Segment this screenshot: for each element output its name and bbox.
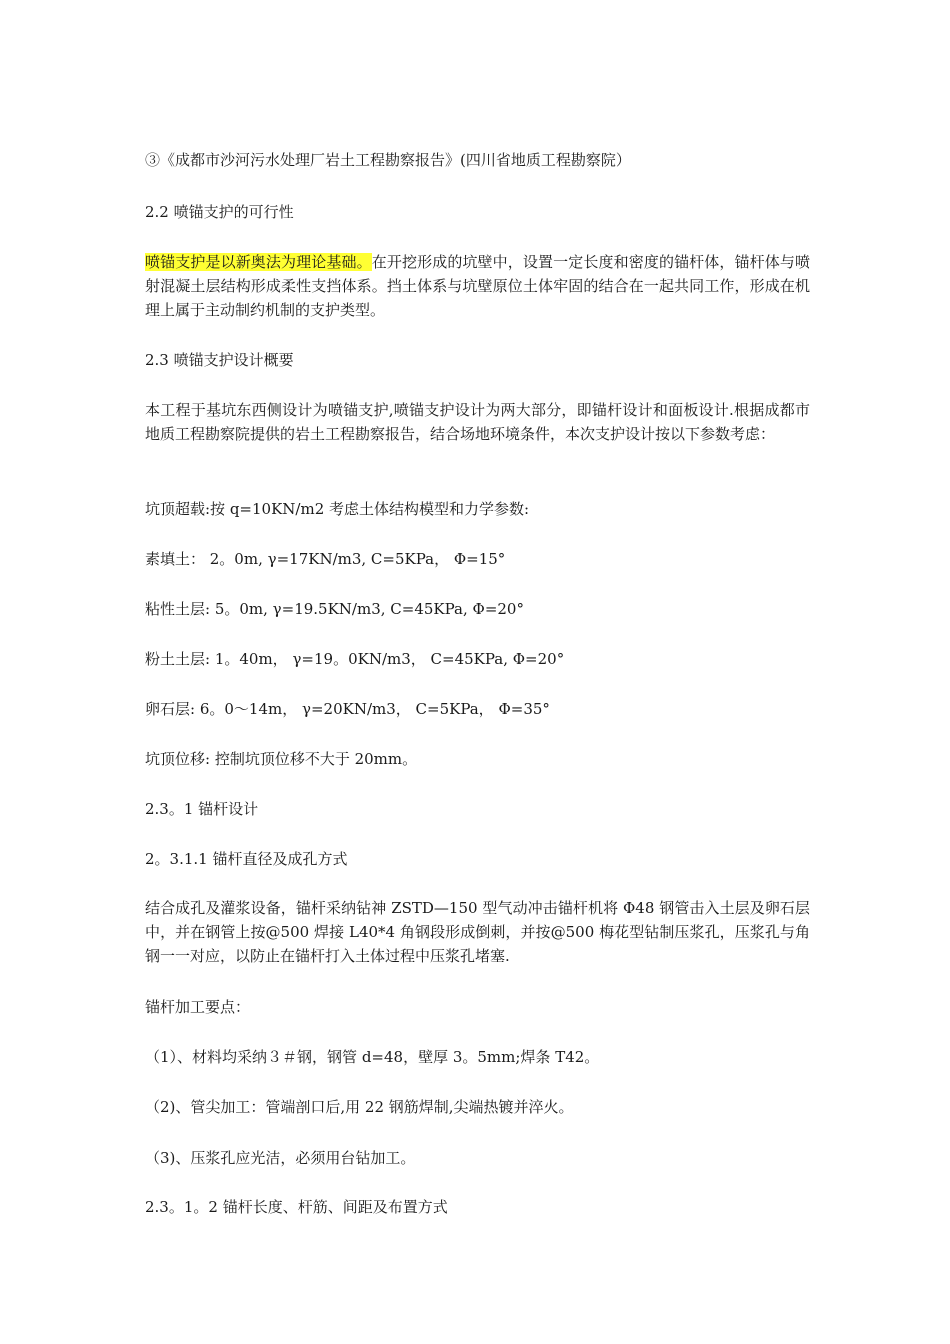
body-paragraph — [145, 250, 810, 322]
highlighted-text: 喷锚支护是以新奥法为理论基础。 — [145, 253, 372, 271]
body-paragraph — [145, 995, 810, 1019]
paragraph-text: 卵石层: 6。0～14m， γ=20KN/m3， C=5KPa， Φ=35° — [145, 700, 550, 718]
list-item — [145, 1045, 810, 1069]
paragraph-text: 本工程于基坑东西侧设计为喷锚支护,喷锚支护设计为两大部分，即锚杆设计和面板设计.根据成都市地质工程勘察院提供的岩土工程勘察报告，结合场地环境条件，本次支护设计按以下参数考虑： — [145, 401, 810, 443]
soil-parameter-line — [145, 597, 810, 621]
paragraph-text: 结合成孔及灌浆设备，锚杆采纳钻神 ZSTD—150 型气动冲击锚杆机将 Φ48 钢管击入土层及卵石层中，并在钢管上按@500 焊接 L40*4 角钢段形成倒刺，并按@500 梅花型钻制压浆孔，压浆孔与角钢一一对应，以防止在锚杆打入土体过程中压浆孔堵塞. — [145, 899, 810, 965]
section-heading-text: 2。3.1.1 锚杆直径及成孔方式 — [145, 850, 348, 868]
paragraph-text: 锚杆加工要点： — [145, 998, 251, 1016]
section-heading — [145, 1195, 810, 1219]
section-heading-text: 2.3 喷锚支护设计概要 — [145, 351, 294, 369]
paragraph-text: 素填土： 2。0m, γ=17KN/m3, C=5KPa， Φ=15° — [145, 550, 506, 568]
list-item-text: （1）、材料均采纳３＃钢，钢管 d=48，壁厚 3。5mm;焊条 T42。 — [145, 1048, 600, 1066]
soil-parameter-line — [145, 647, 810, 671]
paragraph-text: 坑顶位移: 控制坑顶位移不大于 20mm。 — [145, 750, 418, 768]
body-paragraph — [145, 747, 810, 771]
paragraph-text: 在开挖形成的坑壁中，设置一定长度和密度的锚杆体，锚杆体与喷射混凝土层结构形成柔性支挡体系。挡土体系与坑壁原位土体牢固的结合在一起共同工作，形成在机理上属于主动制约机制的支护类型。 — [145, 253, 810, 319]
reference-text: ③《成都市沙河污水处理厂岩土工程勘察报告》(四川省地质工程勘察院） — [145, 151, 631, 169]
paragraph-text: 粘性土层: 5。0m, γ=19.5KN/m3, C=45KPa, Φ=20° — [145, 600, 524, 618]
body-paragraph — [145, 398, 810, 446]
paragraph-text: 粉土土层: 1。40m， γ=19。0KN/m3， C=45KPa, Φ=20° — [145, 650, 565, 668]
list-item-text: （2)、管尖加工：管端剖口后,用 22 钢筋焊制,尖端热镀并淬火。 — [145, 1098, 574, 1116]
section-heading — [145, 797, 810, 821]
section-heading — [145, 847, 810, 871]
body-paragraph — [145, 497, 810, 521]
section-heading — [145, 200, 810, 224]
list-item-text: （3)、压浆孔应光洁，必须用台钻加工。 — [145, 1149, 416, 1167]
soil-parameter-line — [145, 547, 810, 571]
soil-parameter-line — [145, 697, 810, 721]
section-heading-text: 2.3。1。2 锚杆长度、杆筋、间距及布置方式 — [145, 1198, 448, 1216]
list-item — [145, 1146, 810, 1170]
section-heading-text: 2.3。1 锚杆设计 — [145, 800, 259, 818]
list-item — [145, 1095, 810, 1119]
reference-item — [145, 148, 810, 172]
section-heading — [145, 348, 810, 372]
body-paragraph — [145, 896, 810, 968]
section-heading-text: 2.2 喷锚支护的可行性 — [145, 203, 294, 221]
paragraph-text: 坑顶超载:按 q=10KN/m2 考虑土体结构模型和力学参数: — [145, 500, 530, 518]
